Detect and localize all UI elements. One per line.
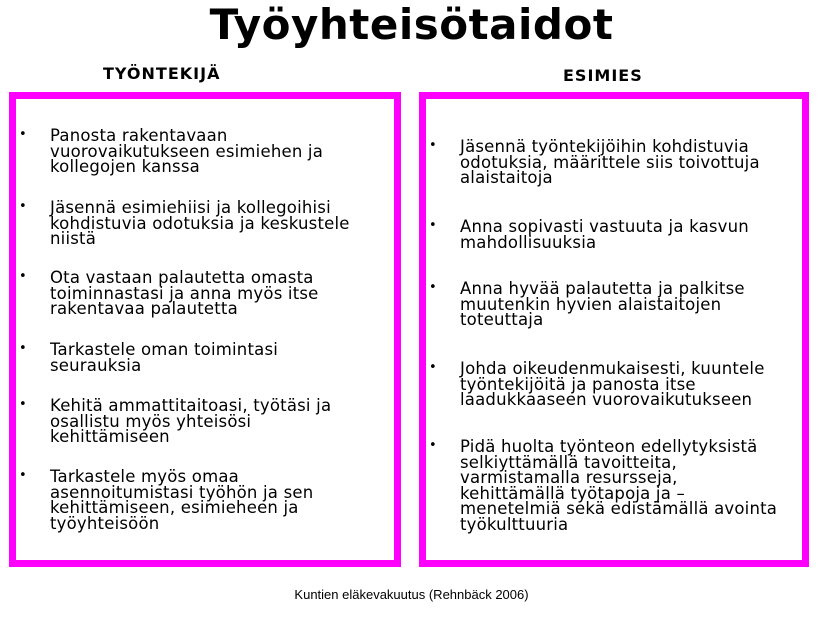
list-item-text: Anna sopivasti vastuuta ja kasvun mahdollisuuksia	[460, 217, 749, 252]
bullet-icon: •	[429, 438, 437, 453]
right-column-header: ESIMIES	[563, 66, 643, 85]
list-item	[19, 340, 395, 375]
bullet-icon: •	[19, 127, 27, 142]
list-item	[19, 467, 395, 533]
left-column-header: TYÖNTEKIJÄ	[103, 64, 221, 83]
list-item-text: Ota vastaan palautetta omasta toiminnastasi ja anna myös itse rakentavaa palautetta	[50, 268, 319, 318]
list-item	[429, 359, 809, 409]
list-item-text: Pidä huolta työnteon edellytyksistä selkiyttämällä tavoitteita, varmistamalla resursseja, kehittämällä työtapoja ja – menetelmiä sekä edistämällä avointa työkulttuuria	[460, 437, 778, 534]
bullet-icon: •	[19, 341, 27, 356]
list-item	[429, 437, 809, 534]
bullet-icon: •	[429, 280, 437, 295]
list-item	[429, 217, 809, 252]
list-item-text: Anna hyvää palautetta ja palkitse muutenkin hyvien alaistaitojen toteuttaja	[460, 279, 745, 329]
list-item	[429, 137, 809, 187]
page-title: Työyhteisötaidot	[209, 0, 614, 49]
list-item-text: Kehitä ammattitaitoasi, työtäsi ja osallistu myös yhteisösi kehittämiseen	[50, 396, 332, 446]
list-item	[19, 396, 395, 446]
list-item	[19, 268, 395, 318]
list-item	[429, 279, 809, 329]
bullet-icon: •	[429, 138, 437, 153]
list-item-text: Johda oikeudenmukaisesti, kuuntele työntekijöitä ja panosta itse laadukkaaseen vuorovaikutukseen	[460, 359, 765, 409]
bullet-icon: •	[19, 269, 27, 284]
employee-box	[9, 92, 401, 567]
bullet-icon: •	[19, 397, 27, 412]
source-citation: Kuntien eläkevakuutus (Rehnbäck 2006)	[294, 587, 529, 602]
bullet-icon: •	[19, 199, 27, 214]
list-item-text: Tarkastele oman toimintasi seurauksia	[50, 340, 279, 375]
supervisor-box	[419, 92, 809, 567]
list-item	[19, 126, 395, 176]
list-item-text: Tarkastele myös omaa asennoitumistasi työhön ja sen kehittämiseen, esimieheen ja työyhteisöön	[50, 467, 314, 533]
list-item-text: Panosta rakentavaan vuorovaikutukseen esimiehen ja kollegojen kanssa	[50, 126, 324, 176]
list-item	[19, 198, 395, 248]
list-item-text: Jäsennä työntekijöihin kohdistuvia odotuksia, määrittele siis toivottuja alaistaitoja	[460, 137, 760, 187]
bullet-icon: •	[19, 468, 27, 483]
bullet-icon: •	[429, 218, 437, 233]
bullet-icon: •	[429, 360, 437, 375]
list-item-text: Jäsennä esimiehiisi ja kollegoihisi kohdistuvia odotuksia ja keskustele niistä	[50, 198, 350, 248]
